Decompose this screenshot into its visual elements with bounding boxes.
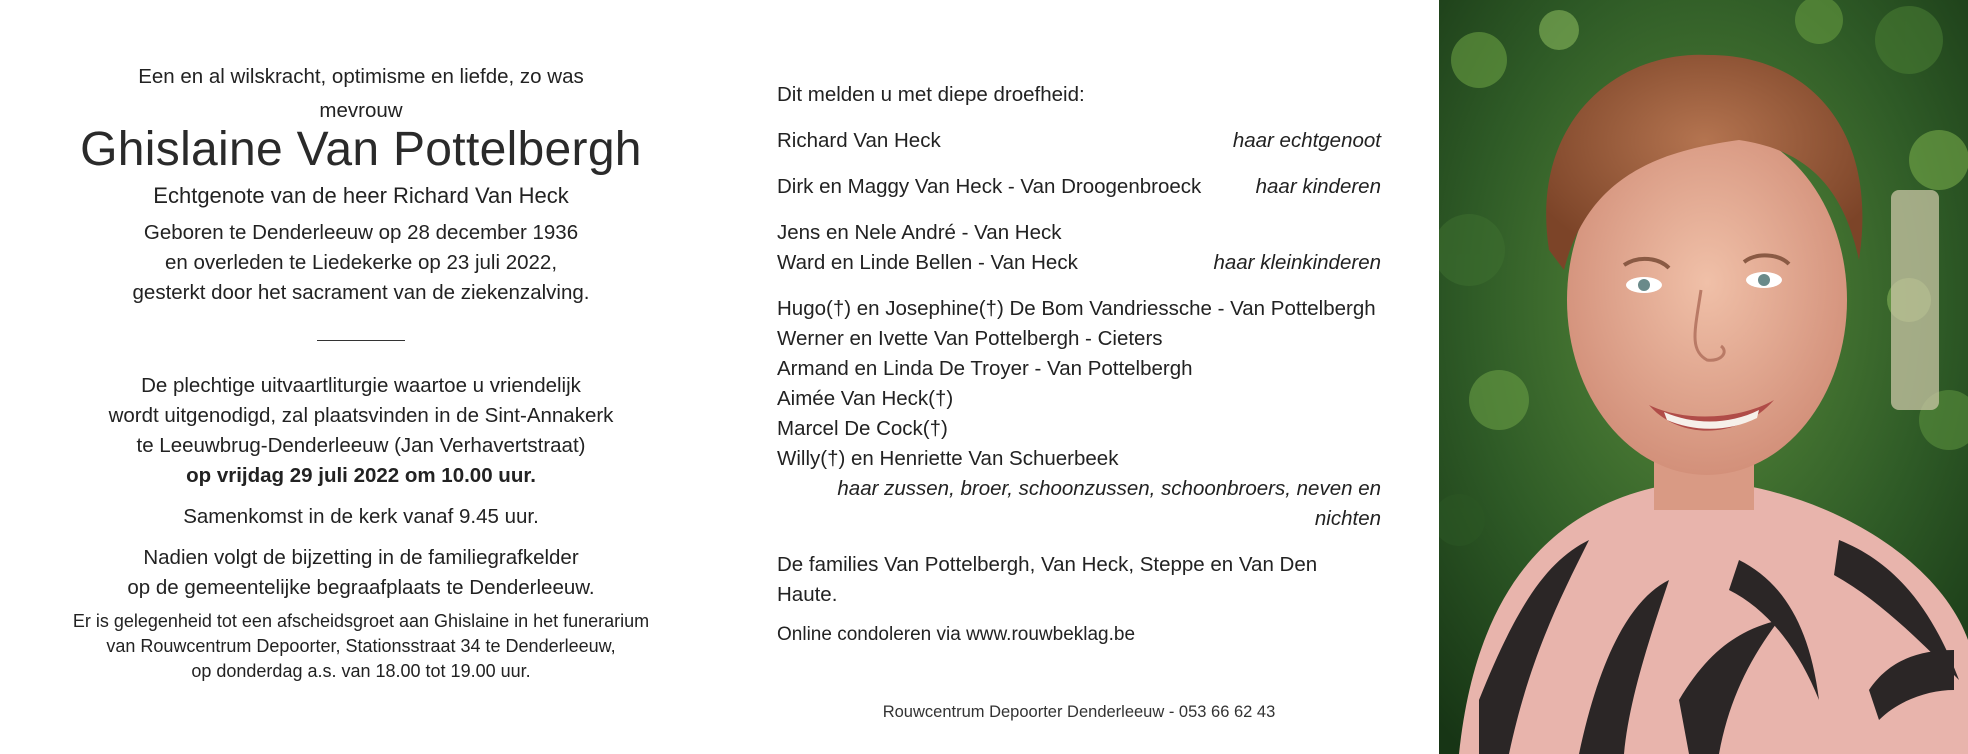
farewell-line-1: Er is gelegenheid tot een afscheidsgroet aan Ghislaine in het funerarium	[72, 611, 650, 631]
left-column	[30, 56, 692, 684]
husband-name: Richard Van Heck	[777, 129, 941, 152]
grandchildren-row	[777, 248, 1381, 278]
burial-line-1: Nadien volgt de bijzetting in de familiegrafkelder	[143, 546, 579, 569]
birth-line: Geboren te Denderleeuw op 28 december 1936	[143, 221, 579, 244]
families-line: De families Van Pottelbergh, Van Heck, Steppe en Van Den Haute.	[777, 553, 1318, 606]
divider	[317, 340, 405, 341]
sibling-line-6: Willy(†) en Henriette Van Schuerbeek	[777, 447, 1119, 470]
gathering-line: Samenkomst in de kerk vanaf 9.45 uur.	[183, 505, 539, 528]
children-names: Dirk en Maggy Van Heck - Van Droogenbroeck	[777, 175, 1202, 198]
sibling-line-2: Werner en Ivette Van Pottelbergh - Cieters	[777, 327, 1163, 350]
funeral-date: op vrijdag 29 juli 2022 om 10.00 uur.	[186, 464, 536, 487]
intro-line-1: Een en al wilskracht, optimisme en liefde, zo was	[138, 65, 584, 88]
funeral-line-2: wordt uitgenodigd, zal plaatsvinden in de Sint-Annakerk	[108, 404, 614, 427]
family-column	[777, 80, 1381, 610]
announcement: Dit melden u met diepe droefheid:	[777, 83, 1085, 106]
bench-post	[1891, 190, 1939, 410]
sibling-line-4: Aimée Van Heck(†)	[777, 387, 954, 410]
right-iris	[1758, 274, 1770, 286]
funeral-line-1: De plechtige uitvaartliturgie waartoe u vriendelijk	[141, 374, 581, 397]
grandchild-line-1: Jens en Nele André - Van Heck	[777, 221, 1062, 244]
siblings-relation: haar zussen, broer, schoonzussen, schoonbroers, neven en nichten	[837, 477, 1381, 530]
grandchildren-relation: haar kleinkinderen	[1213, 251, 1381, 274]
children-row	[777, 172, 1381, 202]
deceased-name: Ghislaine Van Pottelbergh	[80, 123, 642, 176]
farewell-line-3: op donderdag a.s. van 18.00 tot 19.00 uur.	[191, 661, 531, 681]
death-line: en overleden te Liedekerke op 23 juli 2022,	[164, 251, 558, 274]
funeral-home-footer: Rouwcentrum Depoorter Denderleeuw - 053 66 62 43	[882, 703, 1276, 721]
portrait-photo	[1439, 0, 1968, 754]
husband-row	[777, 126, 1381, 156]
spouse-line: Echtgenote van de heer Richard Van Heck	[153, 183, 569, 208]
intro-line-2: mevrouw	[319, 99, 403, 122]
grandchild-line-2: Ward en Linde Bellen - Van Heck	[777, 251, 1078, 274]
online-condolence: Online condoleren via www.rouwbeklag.be	[777, 624, 1136, 645]
funeral-line-3: te Leeuwbrug-Denderleeuw (Jan Verhavertstraat)	[136, 434, 586, 457]
burial-line-2: op de gemeentelijke begraafplaats te Denderleeuw.	[127, 576, 595, 599]
sacrament-line: gesterkt door het sacrament van de ziekenzalving.	[132, 281, 590, 304]
sibling-line-1: Hugo(†) en Josephine(†) De Bom Vandriessche - Van Pottelbergh	[777, 297, 1376, 320]
portrait-illustration	[1439, 0, 1968, 754]
left-iris	[1638, 279, 1650, 291]
children-relation: haar kinderen	[1255, 175, 1381, 198]
sibling-line-3: Armand en Linda De Troyer - Van Pottelbergh	[777, 357, 1193, 380]
sibling-line-5: Marcel De Cock(†)	[777, 417, 948, 440]
husband-relation: haar echtgenoot	[1232, 129, 1381, 152]
farewell-line-2: van Rouwcentrum Depoorter, Stationsstraat 34 te Denderleeuw,	[106, 636, 616, 656]
